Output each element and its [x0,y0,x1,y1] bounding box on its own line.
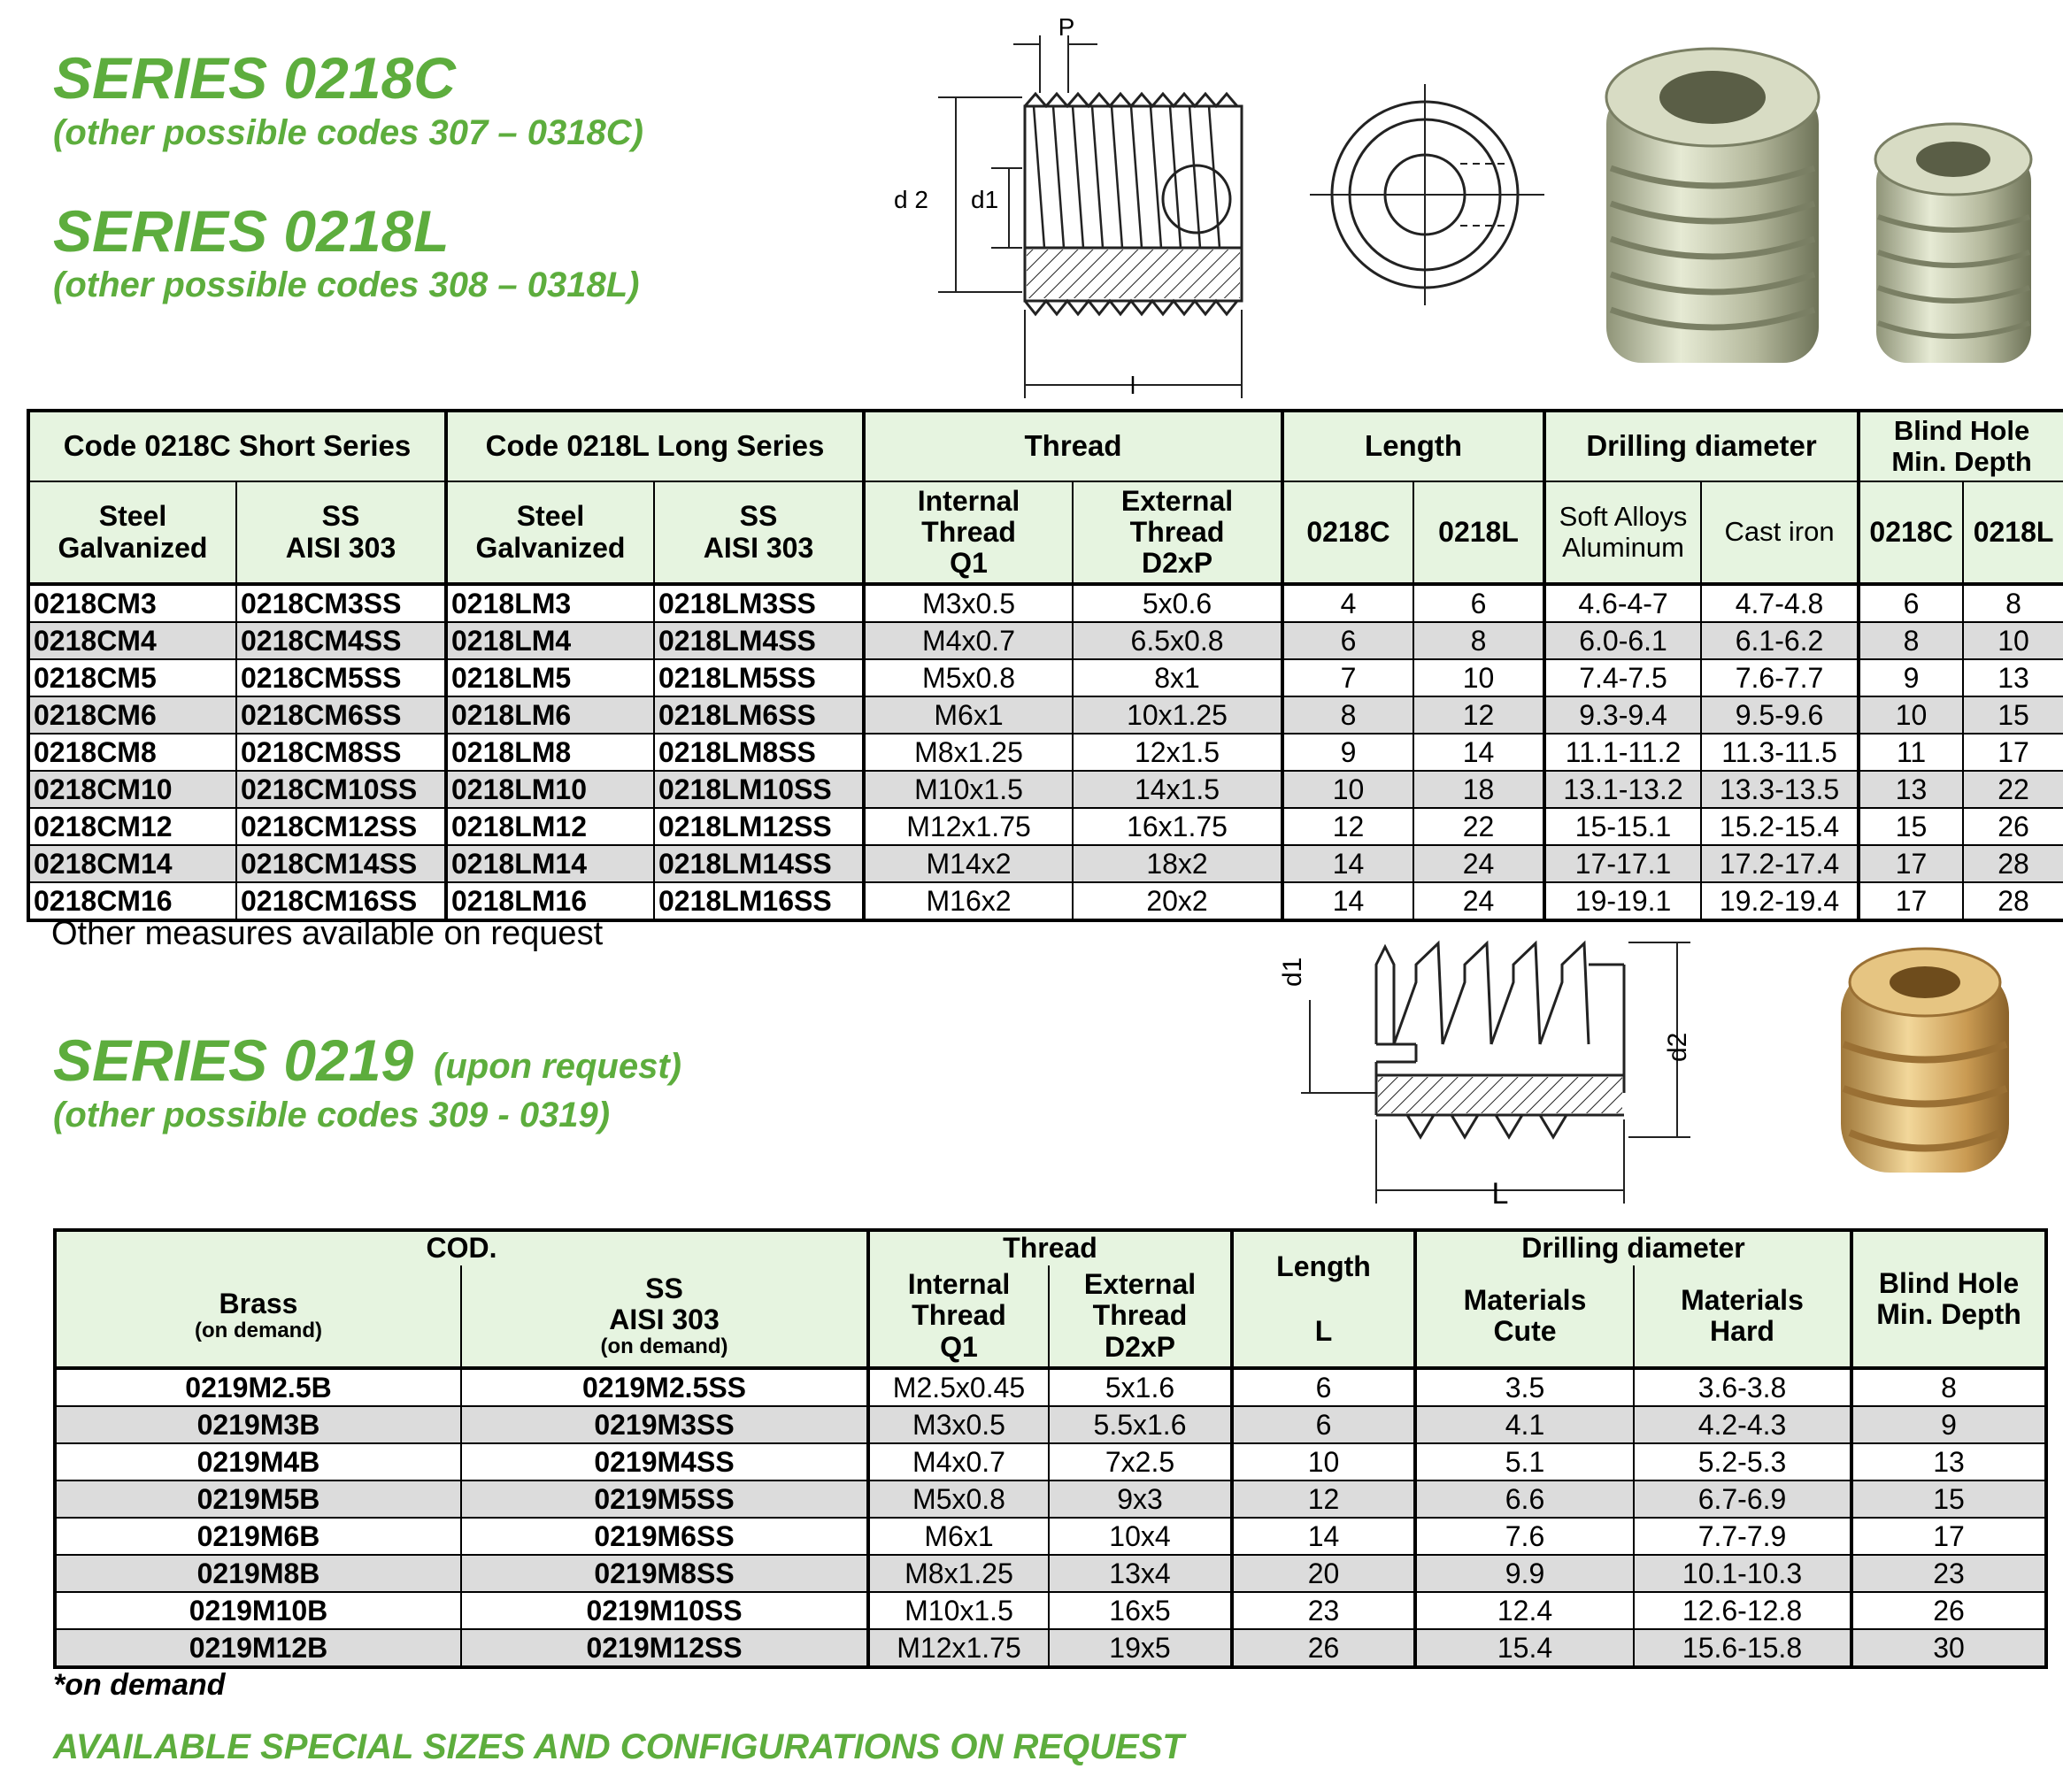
table-cell: 19-19.1 [1544,882,1701,920]
table-cell: 9 [1282,734,1413,771]
header-ss-aisi-c [236,481,446,584]
table-cell: 13 [1963,659,2063,696]
header-ss-aisi [461,1265,868,1368]
table-cell: 12x1.5 [1073,734,1282,771]
brass-insert-photo [1819,938,2031,1186]
series-0218l-title: SERIES 0218L [53,198,450,264]
header-ss-line2: AISI 303 [285,531,396,564]
series-0219-table-body [55,1368,2046,1667]
header-long-series: Code 0218L Long Series [446,411,864,481]
table-cell: 0218LM6SS [654,696,864,734]
table-cell: 18x2 [1073,845,1282,882]
header-external-line2: Thread [1129,515,1225,548]
series-0219-title: SERIES 0219 [53,1027,414,1093]
table-cell: 0219M3B [55,1406,461,1443]
series-0218c-other-codes: (other possible codes 307 – 0318C) [53,113,643,152]
header-steel-galvanized-l [446,481,654,584]
header-ss-line2: AISI 303 [703,531,814,564]
table-cell: 6.6 [1415,1481,1634,1518]
header-brass-line1: Brass [219,1288,298,1320]
table-cell: 7x2.5 [1049,1443,1232,1481]
table-cell: 0219M6SS [461,1518,868,1555]
table-cell: 10x1.25 [1073,696,1282,734]
header-external-line1: External [1120,484,1234,517]
table-cell: M4x0.7 [864,622,1073,659]
header-soft-alloys [1544,481,1701,584]
header-cod: COD. [55,1230,868,1265]
header-cute-line2: Cute [1493,1315,1557,1347]
header-soft-line2: Aluminum [1562,531,1684,563]
other-measures-note: Other measures available on request [51,915,604,952]
table-cell: 14x1.5 [1073,771,1282,808]
table-cell: 10 [1963,622,2063,659]
table-row [55,1368,2046,1406]
table-cell: 0219M2.5SS [461,1368,868,1406]
table-cell: M8x1.25 [868,1555,1049,1592]
table-cell: 22 [1963,771,2063,808]
table-cell: 4 [1282,584,1413,622]
table-cell: 9x3 [1049,1481,1232,1518]
table-cell: 7.4-7.5 [1544,659,1701,696]
table-cell: 24 [1413,845,1544,882]
table-cell: 0218LM6 [446,696,654,734]
header-materials-cute [1415,1265,1634,1368]
header-blind-0218l: 0218L [1963,481,2063,584]
header-internal-line1: Internal [907,1268,1011,1301]
header-materials-hard [1634,1265,1851,1368]
table-cell: 0218LM12 [446,808,654,845]
table-cell: 7.6-7.7 [1701,659,1859,696]
table-cell: 7.6 [1415,1518,1634,1555]
table-cell: 23 [1851,1555,2046,1592]
table-cell: 0218LM16 [446,882,654,920]
header-internal-line2: Thread [912,1299,1006,1332]
table-cell: 6 [1859,584,1963,622]
table-cell: 0218CM16SS [236,882,446,920]
table-cell: 10 [1859,696,1963,734]
table-cell: 26 [1851,1592,2046,1629]
table-cell: M10x1.5 [868,1592,1049,1629]
table-cell: 0218CM8 [28,734,236,771]
dimension-l-label: L [1491,1177,1509,1211]
table-cell: 15 [1859,808,1963,845]
table-cell: 17 [1859,882,1963,920]
insert-0219-technical-drawing [1274,929,1752,1212]
header-length: Length [1282,411,1544,481]
table-cell: 12.6-12.8 [1634,1592,1851,1629]
table-cell: 13.1-13.2 [1544,771,1701,808]
header-hard-line2: Hard [1710,1315,1774,1347]
table-cell: 0218LM3SS [654,584,864,622]
table-cell: 6.0-6.1 [1544,622,1701,659]
series-0219-table [53,1228,2048,1669]
table-cell: 0218CM8SS [236,734,446,771]
header-short-series: Code 0218C Short Series [28,411,446,481]
table-cell: 0218LM14 [446,845,654,882]
header-blind-hole-line2: Min. Depth [1876,1298,2021,1330]
header-steel-line1: Steel [516,500,585,533]
dimension-d2-label: d 2 [894,186,928,213]
header-external-line3: D2xP [1141,547,1213,580]
header-blind-hole-line2: Min. Depth [1891,445,2032,477]
table-cell: M5x0.8 [868,1481,1049,1518]
table-cell: 6 [1232,1368,1415,1406]
table-cell: 10.1-10.3 [1634,1555,1851,1592]
table-cell: 5x1.6 [1049,1368,1232,1406]
table-cell: 0218CM3SS [236,584,446,622]
special-sizes-footer: AVAILABLE SPECIAL SIZES AND CONFIGURATIONS ON REQUEST [53,1727,1184,1766]
table-cell: M12x1.75 [868,1629,1049,1667]
table-row [55,1555,2046,1592]
table-cell: 8 [1282,696,1413,734]
table-cell: 17 [1963,734,2063,771]
table-cell: 28 [1963,845,2063,882]
table-cell: M10x1.5 [864,771,1073,808]
table-cell: 15 [1963,696,2063,734]
table-cell: 5.2-5.3 [1634,1443,1851,1481]
header-steel-line2: Galvanized [475,531,626,564]
table-cell: 0219M12B [55,1629,461,1667]
table-cell: 0219M6B [55,1518,461,1555]
header-ss-line1: SS [739,500,778,533]
table-cell: 6.7-6.9 [1634,1481,1851,1518]
table-cell: 13.3-13.5 [1701,771,1859,808]
table-cell: 14 [1282,845,1413,882]
header-length-0218c: 0218C [1282,481,1413,584]
table-row [55,1629,2046,1667]
header-length-line2: L [1314,1315,1333,1347]
table-cell: 0218LM10 [446,771,654,808]
header-length-0218l: 0218L [1413,481,1544,584]
table-cell: M3x0.5 [868,1406,1049,1443]
header-internal-line3: Q1 [950,547,988,580]
table-cell: 0219M8B [55,1555,461,1592]
table-cell: M2.5x0.45 [868,1368,1049,1406]
table-cell: 15.6-15.8 [1634,1629,1851,1667]
header-soft-line1: Soft Alloys [1559,501,1688,533]
header-ss-on-demand: (on demand) [600,1334,728,1358]
table-cell: 0218LM3 [446,584,654,622]
table-cell: 30 [1851,1629,2046,1667]
table-cell: 14 [1282,882,1413,920]
table-cell: 4.6-4-7 [1544,584,1701,622]
header-external-line2: Thread [1092,1299,1188,1332]
table-cell: 0218CM14SS [236,845,446,882]
table-cell: 3.6-3.8 [1634,1368,1851,1406]
series-0218-table-body [28,584,2063,920]
table-cell: 0218LM4SS [654,622,864,659]
table-row [28,845,2063,882]
table-row [55,1592,2046,1629]
dimension-p-label: P [1058,13,1075,41]
on-demand-footnote: *on demand [53,1668,226,1702]
table-cell: 0219M12SS [461,1629,868,1667]
series-0219-other-codes: (other possible codes 309 - 0319) [53,1096,611,1134]
table-cell: 0218LM8 [446,734,654,771]
table-cell: 15.4 [1415,1629,1634,1667]
table-cell: 0219M10SS [461,1592,868,1629]
table-cell: 26 [1963,808,2063,845]
table-cell: 0218LM12SS [654,808,864,845]
table-row [28,808,2063,845]
table-cell: 8 [1413,622,1544,659]
table-cell: 4.2-4.3 [1634,1406,1851,1443]
table-cell: 14 [1413,734,1544,771]
table-cell: 7.7-7.9 [1634,1518,1851,1555]
table-cell: 0218CM5SS [236,659,446,696]
table-cell: 0218CM5 [28,659,236,696]
table-cell: 13 [1859,771,1963,808]
table-cell: 0218LM5SS [654,659,864,696]
table-cell: 11 [1859,734,1963,771]
table-cell: 23 [1232,1592,1415,1629]
table-cell: 0218LM5 [446,659,654,696]
table-cell: 18 [1413,771,1544,808]
table-cell: 16x1.75 [1073,808,1282,845]
table-row [28,771,2063,808]
insert-0218-technical-drawing [867,9,1575,398]
table-row [55,1406,2046,1443]
table-cell: 6.5x0.8 [1073,622,1282,659]
header-ss-line2: AISI 303 [609,1303,720,1335]
table-cell: 15-15.1 [1544,808,1701,845]
table-cell: 10 [1413,659,1544,696]
table-cell: 5.5x1.6 [1049,1406,1232,1443]
table-cell: 6 [1282,622,1413,659]
table-cell: 9.3-9.4 [1544,696,1701,734]
table-cell: 0218CM10SS [236,771,446,808]
table-cell: 0218CM14 [28,845,236,882]
table-cell: 10x4 [1049,1518,1232,1555]
header-length-line1: Length [1276,1250,1371,1282]
table-cell: 8 [1963,584,2063,622]
header-internal-thread [868,1265,1049,1368]
table-cell: 15.2-15.4 [1701,808,1859,845]
table-cell: 8x1 [1073,659,1282,696]
table-row [28,622,2063,659]
table-cell: 9 [1859,659,1963,696]
table-cell: 3.5 [1415,1368,1634,1406]
header-ss-line1: SS [645,1272,683,1304]
table-cell: M6x1 [868,1518,1049,1555]
table-cell: 9.5-9.6 [1701,696,1859,734]
header-cute-line1: Materials [1463,1283,1587,1316]
table-cell: 12 [1282,808,1413,845]
table-cell: 0218LM10SS [654,771,864,808]
header-blind-hole-line1: Blind Hole [1878,1266,2020,1299]
table-cell: 26 [1232,1629,1415,1667]
header-external-thread [1073,481,1282,584]
header-external-line3: D2xP [1104,1330,1176,1363]
table-cell: 12 [1413,696,1544,734]
header-cast-iron: Cast iron [1701,481,1859,584]
table-cell: 0218LM16SS [654,882,864,920]
table-cell: 0219M4B [55,1443,461,1481]
table-cell: 13x4 [1049,1555,1232,1592]
table-cell: 0219M10B [55,1592,461,1629]
table-cell: 0219M5SS [461,1481,868,1518]
table-cell: 5x0.6 [1073,584,1282,622]
table-row [28,584,2063,622]
header-thread: Thread [864,411,1282,481]
table-cell: M3x0.5 [864,584,1073,622]
header-thread: Thread [868,1230,1232,1265]
table-cell: 14 [1232,1518,1415,1555]
table-cell: 6 [1232,1406,1415,1443]
header-internal-line1: Internal [917,484,1020,517]
table-cell: 0218CM4SS [236,622,446,659]
table-cell: 9.9 [1415,1555,1634,1592]
table-row [55,1481,2046,1518]
table-cell: 4.1 [1415,1406,1634,1443]
table-cell: 0219M2.5B [55,1368,461,1406]
table-cell: 0218CM4 [28,622,236,659]
header-blind-0218c: 0218C [1859,481,1963,584]
header-length [1232,1230,1415,1368]
header-external-thread [1049,1265,1232,1368]
table-cell: M12x1.75 [864,808,1073,845]
dimension-d1-label: d1 [1278,957,1307,987]
table-cell: 20x2 [1073,882,1282,920]
table-cell: 0219M8SS [461,1555,868,1592]
table-row [28,659,2063,696]
table-cell: 0218CM6SS [236,696,446,734]
table-cell: 28 [1963,882,2063,920]
table-row [28,696,2063,734]
table-cell: M4x0.7 [868,1443,1049,1481]
table-cell: 13 [1851,1443,2046,1481]
table-cell: 24 [1413,882,1544,920]
table-cell: 17-17.1 [1544,845,1701,882]
table-cell: 9 [1851,1406,2046,1443]
dimension-d2-label: d2 [1663,1032,1692,1062]
series-0218-table [27,409,2063,922]
header-blind-hole-line1: Blind Hole [1893,415,2030,447]
table-cell: 0218CM3 [28,584,236,622]
header-brass-on-demand: (on demand) [195,1319,322,1343]
table-cell: 0219M4SS [461,1443,868,1481]
table-cell: 0218CM10 [28,771,236,808]
dimension-l-label: l [1129,372,1136,398]
table-cell: M8x1.25 [864,734,1073,771]
series-0218c-title: SERIES 0218C [53,45,456,111]
header-blind-hole [1851,1230,2046,1368]
table-cell: 12 [1232,1481,1415,1518]
table-cell: 8 [1859,622,1963,659]
table-cell: 4.7-4.8 [1701,584,1859,622]
table-cell: 8 [1851,1368,2046,1406]
header-internal-line3: Q1 [940,1330,978,1363]
header-external-line1: External [1083,1268,1197,1301]
table-cell: 17 [1851,1518,2046,1555]
table-cell: M5x0.8 [864,659,1073,696]
header-steel-line1: Steel [98,500,167,533]
table-cell: 22 [1413,808,1544,845]
header-brass [55,1265,461,1368]
table-cell: 19x5 [1049,1629,1232,1667]
header-drilling-diameter: Drilling diameter [1415,1230,1851,1265]
table-cell: 11.3-11.5 [1701,734,1859,771]
series-0218l-other-codes: (other possible codes 308 – 0318L) [53,265,640,304]
table-cell: 0218CM6 [28,696,236,734]
table-cell: 7 [1282,659,1413,696]
header-steel-line2: Galvanized [58,531,208,564]
table-cell: 20 [1232,1555,1415,1592]
table-cell: 0218LM14SS [654,845,864,882]
header-blind-hole [1859,411,2063,481]
table-cell: M16x2 [864,882,1073,920]
header-steel-galvanized-c [28,481,236,584]
header-ss-line1: SS [321,500,360,533]
table-cell: 11.1-11.2 [1544,734,1701,771]
table-cell: 6 [1413,584,1544,622]
galvanized-insert-photo [1593,35,2053,389]
table-cell: 0219M3SS [461,1406,868,1443]
table-cell: 0218CM12 [28,808,236,845]
table-cell: 0218CM12SS [236,808,446,845]
dimension-d1-label: d1 [971,186,999,213]
table-cell: 0218LM4 [446,622,654,659]
table-cell: 15 [1851,1481,2046,1518]
table-row [55,1443,2046,1481]
table-cell: 16x5 [1049,1592,1232,1629]
table-cell: 0219M5B [55,1481,461,1518]
table-row [28,734,2063,771]
table-cell: 17.2-17.4 [1701,845,1859,882]
table-cell: 0218CM16 [28,882,236,920]
header-internal-line2: Thread [921,515,1016,548]
table-cell: 6.1-6.2 [1701,622,1859,659]
table-cell: 0218LM8SS [654,734,864,771]
table-cell: 10 [1282,771,1413,808]
header-ss-aisi-l [654,481,864,584]
table-cell: 5.1 [1415,1443,1634,1481]
table-cell: 10 [1232,1443,1415,1481]
series-0219-upon-request: (upon request) [434,1047,681,1086]
table-cell: M14x2 [864,845,1073,882]
table-cell: 19.2-19.4 [1701,882,1859,920]
table-cell: 17 [1859,845,1963,882]
header-drilling-diameter: Drilling diameter [1544,411,1859,481]
table-cell: M6x1 [864,696,1073,734]
table-cell: 12.4 [1415,1592,1634,1629]
header-hard-line1: Materials [1681,1283,1804,1316]
table-row [55,1518,2046,1555]
header-internal-thread [864,481,1073,584]
